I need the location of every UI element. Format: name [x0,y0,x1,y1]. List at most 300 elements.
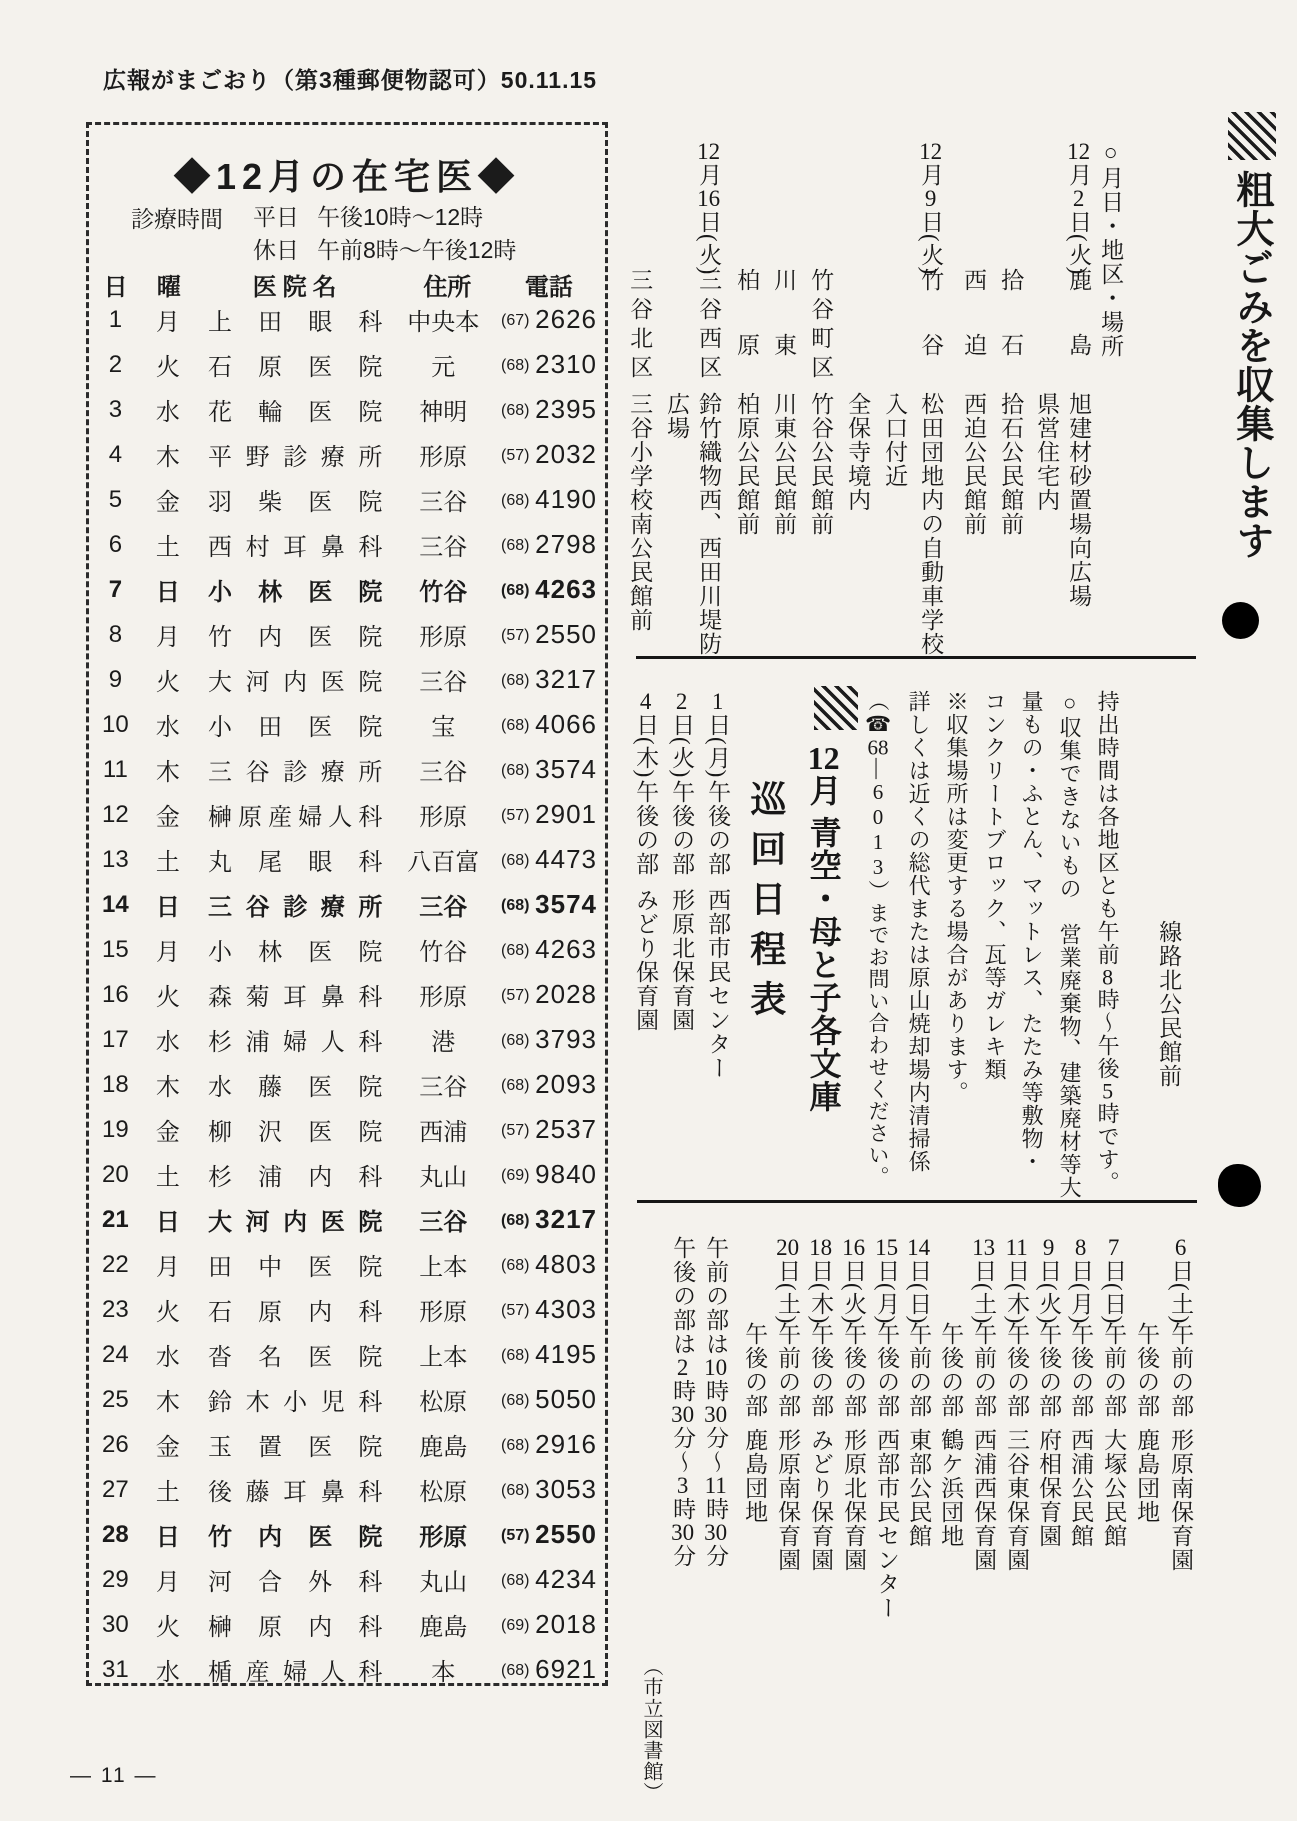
library-place: 大塚公民館 [1101,1428,1127,1548]
doctor-phone-number: 4190 [535,484,597,514]
doctor-day: 3 [108,395,123,423]
doctor-day: 12 [102,800,129,828]
library-session: 午後の部 [1036,1322,1062,1418]
bulk-place: 竹谷公民館前 [808,392,834,536]
library-session: 午後の部 [1134,1322,1160,1418]
doctor-phone-number: 4803 [535,1249,597,1279]
doctor-phone-prefix: (68) [501,672,530,689]
library-place: 府相保育園 [1036,1428,1062,1548]
doctor-clinic: 上田眼科 [208,309,383,336]
doctor-phone-number: 2916 [535,1429,597,1459]
doctor-phone-prefix: (68) [501,1482,530,1499]
doctor-weekday: 金 [155,1119,180,1146]
doctor-phone-number: 2537 [535,1114,597,1144]
doctor-address: 西浦 [419,1119,468,1146]
column-header-phone: 電話 [524,274,573,301]
doctor-clinic: 羽柴医院 [208,489,383,516]
doctor-day: 26 [102,1430,129,1458]
doctor-row [91,432,603,477]
library-note: 午前の部は10時30分〜11時30分 [703,1236,729,1568]
doctor-phone-prefix: (68) [501,852,530,869]
bulk-place: 県営住宅内 [1034,392,1060,512]
doctor-day: 31 [102,1655,129,1683]
doctor-clinic: 西村耳鼻科 [208,534,383,561]
doctor-phone-prefix: (57) [501,1122,530,1139]
library-subtitle: 巡回日程表 [745,780,786,1030]
library-place: 西部市民センター [874,1428,900,1620]
doctor-clinic: 大河内医院 [208,1209,383,1236]
bulk-place: 西迫公民館前 [961,392,987,536]
doctor-weekday: 水 [155,1029,180,1056]
doctor-row [91,1152,603,1197]
doctor-row [91,1422,603,1467]
library-place: 西部市民センター [705,888,731,1080]
doctor-day: 17 [102,1025,129,1053]
bulk-note: ○収集できないもの 営業廃棄物、建築廃材等大 [1057,690,1083,1199]
bulk-place: 松田団地内の自動車学校 [918,392,944,656]
library-place: 東部公民館 [906,1428,932,1548]
doctor-phone-number: 6921 [535,1654,597,1684]
doctor-day: 13 [102,845,129,873]
doctor-address: 鹿島 [419,1434,468,1461]
doctor-row [91,657,603,702]
doctor-address: 中央本 [407,309,480,336]
bulk-note: （☎68—6013）までお問い合わせください。 [866,690,891,1188]
doctor-day: 7 [108,575,123,603]
doctor-day: 22 [102,1250,129,1278]
library-date: 9日(火) [1036,1236,1062,1325]
doctor-day: 9 [108,665,123,693]
doctor-clinic: 小林医院 [208,579,383,606]
page-number: — 11 — [70,1764,158,1787]
doctor-row [91,297,603,342]
doctor-address: 八百富 [407,849,480,876]
doctor-clinic: 小林医院 [208,939,383,966]
library-place: 形原南保育園 [775,1428,801,1572]
library-date: 2日(火) [669,690,695,779]
doctor-phone-prefix: (68) [501,762,530,779]
doctor-weekday: 月 [155,939,180,966]
punch-hole-mark [1222,602,1259,639]
doctor-weekday: 土 [155,849,180,876]
doctor-clinic: 柳沢医院 [208,1119,383,1146]
library-session: 午前の部 [775,1322,801,1418]
doctor-address: 丸山 [419,1569,468,1596]
library-place: 形原北保育園 [841,1428,867,1572]
doctor-address: 松原 [419,1479,468,1506]
doctor-phone-prefix: (57) [501,1302,530,1319]
doctor-day: 8 [108,620,123,648]
doctor-weekday: 土 [155,534,180,561]
library-date: 8日(月) [1068,1236,1094,1325]
library-session: 午後の部 [705,780,731,876]
doctor-day: 23 [102,1295,129,1323]
doctor-phone-number: 2395 [535,394,597,424]
doctor-clinic: 竹内医院 [208,624,383,651]
library-date: 6日(土) [1168,1236,1194,1325]
library-place: みどり保育園 [633,888,659,1032]
doctor-row [91,1557,603,1602]
doctor-clinic: 三谷診療所 [208,894,383,921]
doctor-phone-prefix: (68) [501,1437,530,1454]
doctor-phone-number: 2798 [535,529,597,559]
doctor-weekday: 日 [155,894,180,921]
doctor-row [91,1107,603,1152]
hours-time: 午前8時〜午後12時 [317,237,517,264]
doctor-clinic: 玉置医院 [208,1434,383,1461]
library-place: 西浦公民館 [1068,1428,1094,1548]
doctor-day: 4 [108,440,123,468]
bulk-place: 線路北公民館前 [1156,920,1182,1088]
doctor-row [91,522,603,567]
doctor-address: 三谷 [419,489,468,516]
bulk-district: 鹿島 [1066,268,1092,398]
doctor-address: 三谷 [419,1074,468,1101]
doctor-address: 宝 [431,714,456,741]
column-header-weekday: 曜 [156,274,181,301]
library-date: 14日(日) [906,1236,932,1325]
bulk-district: 三谷西区 [696,268,722,384]
library-date: 16日(火) [841,1236,867,1325]
doctor-day: 2 [108,350,123,378]
doctor-phone-prefix: (68) [501,1572,530,1589]
bulk-district: 柏原 [734,268,760,398]
doctor-row [91,1467,603,1512]
doctor-weekday: 木 [155,1389,180,1416]
library-place: 鹿島団地 [742,1428,768,1524]
library-date: 18日(木) [808,1236,834,1325]
library-session: 午後の部 [669,780,695,876]
doctor-address: 形原 [419,804,468,831]
doctor-weekday: 月 [155,624,180,651]
doctor-address: 形原 [419,624,468,651]
doctor-row [91,342,603,387]
doctor-row [91,1602,603,1647]
bulk-date: 12月2日(火) [1066,140,1092,276]
bulk-note: 持出時間は各地区とも午前8時〜午後5時です。 [1095,690,1121,1194]
doctor-row [91,927,603,972]
bulk-district: 拾石 [998,268,1024,398]
doctor-phone-prefix: (68) [501,1212,530,1229]
doctor-phone-prefix: (67) [501,312,530,329]
doctor-phone-prefix: (68) [501,582,530,599]
doctor-phone-number: 4263 [535,574,597,604]
doctor-phone-prefix: (57) [501,807,530,824]
bulk-note: 詳しくは近くの総代または原山焼却場内清掃係 [906,690,932,1173]
doctor-address: 鹿島 [419,1614,468,1641]
doctor-clinic: 後藤耳鼻科 [208,1479,383,1506]
bulk-district: 川東 [771,268,797,398]
hatch-square-icon [1228,112,1276,160]
doctor-phone-number: 2093 [535,1069,597,1099]
doctor-phone-number: 4234 [535,1564,597,1594]
doctor-day: 10 [102,710,129,738]
doctor-phone-prefix: (68) [501,1392,530,1409]
doctor-phone-number: 4303 [535,1294,597,1324]
doctor-clinic: 杉浦内科 [208,1164,383,1191]
doctor-row [91,747,603,792]
doctor-row [91,387,603,432]
doctor-phone-prefix: (68) [501,717,530,734]
doctor-phone-prefix: (57) [501,627,530,644]
doctor-phone-prefix: (68) [501,1077,530,1094]
doctor-phone-prefix: (68) [501,897,530,914]
doctor-address: 形原 [419,444,468,471]
doctor-address: 三谷 [419,1209,468,1236]
doctor-day: 30 [102,1610,129,1638]
doctor-phone-prefix: (57) [501,1527,530,1544]
library-place: みどり保育園 [808,1428,834,1572]
doctor-day: 25 [102,1385,129,1413]
doctor-phone-prefix: (68) [501,1257,530,1274]
bulk-note: 量もの・ふとん、マットレス、たたみ等敷物・ [1019,690,1045,1173]
doctor-clinic: 大河内医院 [208,669,383,696]
library-place: 鹿島団地 [1134,1428,1160,1524]
doctor-day: 15 [102,935,129,963]
column-header-day: 日 [103,274,128,301]
doctor-address: 本 [431,1659,456,1686]
bulk-place: 柏原公民館前 [734,392,760,536]
doctor-clinic: 丸尾眼科 [208,849,383,876]
bulk-place: 入口付近 [882,392,908,488]
hours-time: 午後10時〜12時 [317,204,484,230]
punch-hole-mark [1218,1164,1261,1207]
on-call-doctors-box [86,122,608,1686]
doctor-day: 14 [102,890,129,918]
doctor-clinic: 榊原内科 [208,1614,383,1641]
doctor-row [91,567,603,612]
doctor-address: 上本 [419,1254,468,1281]
doctor-phone-number: 2018 [535,1609,597,1639]
library-place: 形原北保育園 [669,888,695,1032]
bulk-date: 12月9日(火) [918,140,944,276]
doctor-phone-number: 2626 [535,304,597,334]
doctor-phone-number: 9840 [535,1159,597,1189]
doctor-weekday: 水 [155,714,180,741]
doctor-weekday: 火 [155,1614,180,1641]
doctor-weekday: 火 [155,669,180,696]
hours-weekday-line [253,201,516,234]
bulk-waste-title: 粗大ごみを収集します [1229,170,1272,560]
doctor-day: 28 [102,1520,129,1548]
doctor-phone-number: 2310 [535,349,597,379]
doctor-day: 18 [102,1070,129,1098]
library-date: 1日(月) [705,690,731,779]
doctor-weekday: 金 [155,489,180,516]
bulk-district: 竹谷町区 [808,268,834,384]
library-session: 午後の部 [874,1322,900,1418]
library-session: 午後の部 [1068,1322,1094,1418]
library-date: 13日(土) [971,1236,997,1325]
doctor-phone-number: 3574 [535,754,597,784]
doctor-day: 16 [102,980,129,1008]
doctor-phone-prefix: (68) [501,1032,530,1049]
bulk-note: コンクリートブロック、瓦等ガレキ類 [982,690,1008,1081]
hours-type: 休日 [253,237,299,264]
doctor-weekday: 土 [155,1479,180,1506]
bulk-note: ※収集場所は変更する場合があります。 [944,690,970,1104]
column-header-clinic: 医院名 [252,274,343,301]
doctor-address: 竹谷 [419,579,468,606]
doctor-row [91,1017,603,1062]
doctor-address: 竹谷 [419,939,468,966]
library-session: 午後の部 [1004,1322,1030,1418]
doctor-clinic: 楯産婦人科 [208,1659,383,1686]
doctor-clinic: 鈴木小児科 [208,1389,383,1416]
doctor-row [91,972,603,1017]
masthead-text: 広報がまごおり（第3種郵便物認可）50.11.15 [103,67,598,93]
doctor-phone-number: 4195 [535,1339,597,1369]
bulk-place: 全保寺境内 [845,392,871,512]
doctor-row [91,882,603,927]
doctor-clinic: 三谷診療所 [208,759,383,786]
doctor-phone-prefix: (68) [501,1347,530,1364]
doctor-clinic: 水藤医院 [208,1074,383,1101]
library-date: 7日(日) [1101,1236,1127,1325]
doctor-weekday: 木 [155,759,180,786]
doctor-clinic: 石原内科 [208,1299,383,1326]
doctor-clinic: 杉浦婦人科 [208,1029,383,1056]
doctor-day: 29 [102,1565,129,1593]
doctor-row [91,1377,603,1422]
doctor-phone-prefix: (69) [501,1167,530,1184]
bulk-date: 12月16日(火) [696,140,722,276]
doctor-row [91,837,603,882]
doctor-clinic: 河合外科 [208,1569,383,1596]
doctor-phone-prefix: (68) [501,402,530,419]
library-session: 午後の部 [938,1322,964,1418]
doctor-phone-prefix: (57) [501,987,530,1004]
doctor-clinic: 平野診療所 [208,444,383,471]
doctor-day: 19 [102,1115,129,1143]
doctor-day: 5 [108,485,123,513]
library-place: 西浦西保育園 [971,1428,997,1572]
doctor-address: 三谷 [419,669,468,696]
hours-label: 診療時間 [131,206,223,232]
doctor-phone-prefix: (68) [501,357,530,374]
doctor-day: 20 [102,1160,129,1188]
library-session: 午後の部 [808,1322,834,1418]
doctor-phone-number: 2032 [535,439,597,469]
bulk-place: 拾石公民館前 [998,392,1024,536]
library-date: 20日(土) [775,1236,801,1325]
hours-type: 平日 [253,204,299,230]
section-divider-rule [636,656,1196,659]
doctor-weekday: 日 [155,1524,180,1551]
doctor-clinic: 田中医院 [208,1254,383,1281]
doctor-phone-number: 3793 [535,1024,597,1054]
doctor-day: 27 [102,1475,129,1503]
library-session: 午後の部 [742,1322,768,1418]
doctor-clinic: 沓名医院 [208,1344,383,1371]
doctor-weekday: 水 [155,1344,180,1371]
doctor-phone-number: 4066 [535,709,597,739]
hours-holiday-line [253,234,516,267]
doctor-weekday: 火 [155,354,180,381]
doctor-weekday: 火 [155,1299,180,1326]
doctor-row [91,1332,603,1377]
doctor-weekday: 木 [155,1074,180,1101]
doctor-weekday: 火 [155,984,180,1011]
doctor-address: 形原 [419,984,468,1011]
doctor-day: 1 [108,305,123,333]
doctor-weekday: 金 [155,1434,180,1461]
doctor-address: 上本 [419,1344,468,1371]
bulk-place: 三谷小学校南公民館前 [627,392,653,632]
bulk-district: 西迫 [961,268,987,398]
doctor-address: 港 [431,1029,456,1056]
doctor-phone-number: 3217 [535,1204,597,1234]
doctor-phone-prefix: (69) [501,1617,530,1634]
doctor-weekday: 木 [155,444,180,471]
library-session: 午前の部 [971,1322,997,1418]
doctor-phone-prefix: (68) [501,537,530,554]
doctor-address: 三谷 [419,894,468,921]
doctor-phone-number: 2550 [535,619,597,649]
doctor-phone-number: 2550 [535,1519,597,1549]
bulk-place: 鈴竹織物西、西田川堤防 [696,392,722,656]
doctor-address: 三谷 [419,759,468,786]
doctor-phone-prefix: (68) [501,492,530,509]
bulk-place: 川東公民館前 [771,392,797,536]
doctor-row [91,1647,603,1692]
library-date: 15日(月) [874,1236,900,1325]
doctor-phone-number: 3053 [535,1474,597,1504]
library-place: 鶴ケ浜団地 [938,1428,964,1548]
doctor-address: 松原 [419,1389,468,1416]
doctor-clinic: 花輪医院 [208,399,383,426]
doctor-row [91,792,603,837]
bulk-waste-list-header: ○月日・地区・場所 [1098,140,1124,358]
doctor-phone-number: 4263 [535,934,597,964]
library-title: 12月 青空・母と子各文庫 [805,742,842,1113]
doctor-day: 24 [102,1340,129,1368]
doctor-weekday: 月 [155,1254,180,1281]
library-date: 4日(木) [633,690,659,779]
doctor-clinic: 森菊耳鼻科 [208,984,383,1011]
doctor-clinic: 榊原産婦人科 [208,804,383,831]
doctor-row [91,612,603,657]
doctor-row [91,1242,603,1287]
library-date: 11日(木) [1004,1236,1030,1325]
doctor-row [91,702,603,747]
doctor-phone-number: 3217 [535,664,597,694]
doctor-address: 形原 [419,1299,468,1326]
doctor-clinic: 小田医院 [208,714,383,741]
doctor-address: 元 [431,354,456,381]
library-session: 午前の部 [1101,1322,1127,1418]
hatch-square-icon [814,686,858,730]
doctor-address: 神明 [419,399,468,426]
library-session: 午前の部 [1168,1322,1194,1418]
bulk-district: 竹谷 [918,268,944,398]
library-session: 午後の部 [841,1322,867,1418]
library-note: （市立図書館） [640,1656,662,1803]
column-header-address: 住所 [423,274,472,301]
doctor-weekday: 日 [155,1209,180,1236]
doctor-row [91,1287,603,1332]
doctor-clinic: 石原医院 [208,354,383,381]
doctor-phone-prefix: (57) [501,447,530,464]
doctor-phone-number: 5050 [535,1384,597,1414]
doctor-phone-prefix: (68) [501,1662,530,1679]
doctor-address: 丸山 [419,1164,468,1191]
doctor-weekday: 日 [155,579,180,606]
doctor-phone-number: 2901 [535,799,597,829]
doctor-address: 形原 [419,1524,468,1551]
doctor-row [91,1512,603,1557]
library-session: 午前の部 [906,1322,932,1418]
